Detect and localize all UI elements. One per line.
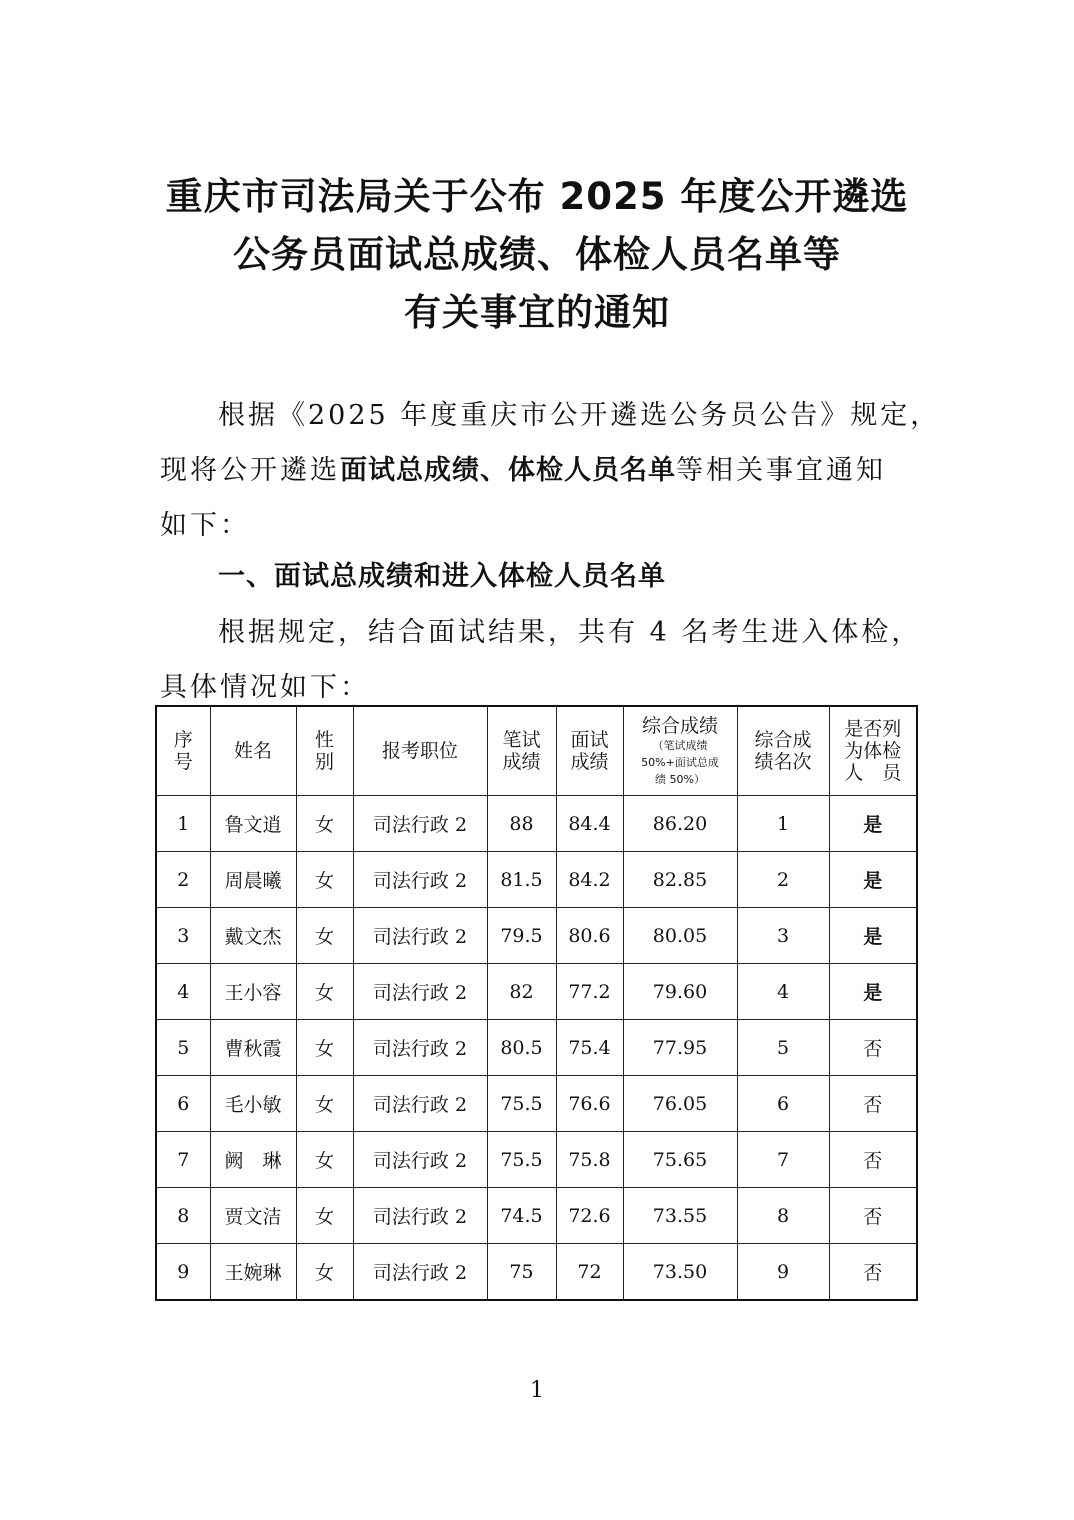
header-name: 姓名 (210, 706, 296, 796)
cell-index: 1 (156, 796, 210, 852)
header-position: 报考职位 (353, 706, 487, 796)
cell-interview: 72.6 (556, 1188, 623, 1244)
cell-physical: 是 (829, 852, 917, 908)
cell-rank: 6 (737, 1076, 829, 1132)
cell-physical: 是 (829, 908, 917, 964)
cell-gender: 女 (296, 1132, 353, 1188)
cell-rank: 3 (737, 908, 829, 964)
cell-interview: 75.8 (556, 1132, 623, 1188)
table-row (156, 852, 917, 908)
cell-gender: 女 (296, 964, 353, 1020)
cell-name: 贾文洁 (210, 1188, 296, 1244)
header-written-score: 笔试 成绩 (487, 706, 556, 796)
intro-line-2 (160, 443, 886, 498)
header-rank: 综合成 绩名次 (737, 706, 829, 796)
cell-index: 5 (156, 1020, 210, 1076)
cell-composite: 86.20 (623, 796, 737, 852)
intro-line-2-suffix: 等相关事宜通知 (676, 455, 886, 486)
table-row (156, 908, 917, 964)
cell-rank: 5 (737, 1020, 829, 1076)
cell-composite: 77.95 (623, 1020, 737, 1076)
cell-written: 81.5 (487, 852, 556, 908)
cell-position: 司法行政 2 (353, 1188, 487, 1244)
cell-interview: 75.4 (556, 1020, 623, 1076)
cell-gender: 女 (296, 1076, 353, 1132)
cell-physical: 否 (829, 1076, 917, 1132)
cell-gender: 女 (296, 1020, 353, 1076)
cell-written: 75.5 (487, 1076, 556, 1132)
table-row (156, 1188, 917, 1244)
intro-line-3: 如下： (160, 510, 250, 541)
cell-interview: 84.2 (556, 852, 623, 908)
cell-rank: 4 (737, 964, 829, 1020)
cell-position: 司法行政 2 (353, 1244, 487, 1301)
cell-position: 司法行政 2 (353, 852, 487, 908)
cell-physical: 是 (829, 796, 917, 852)
page-number: 1 (530, 1378, 544, 1403)
cell-name: 阙 琳 (210, 1132, 296, 1188)
cell-interview: 72 (556, 1244, 623, 1301)
title-line-1: 重庆市司法局关于公布 2025 年度公开遴选 (165, 175, 909, 218)
cell-position: 司法行政 2 (353, 908, 487, 964)
cell-name: 戴文杰 (210, 908, 296, 964)
cell-rank: 2 (737, 852, 829, 908)
cell-physical: 是 (829, 964, 917, 1020)
cell-name: 王婉琳 (210, 1244, 296, 1301)
cell-position: 司法行政 2 (353, 964, 487, 1020)
cell-gender: 女 (296, 796, 353, 852)
composite-note-3: 绩 50%） (655, 772, 705, 786)
intro-highlight: 面试总成绩、体检人员名单 (340, 455, 676, 486)
cell-written: 82 (487, 964, 556, 1020)
cell-written: 75.5 (487, 1132, 556, 1188)
cell-rank: 8 (737, 1188, 829, 1244)
cell-written: 88 (487, 796, 556, 852)
header-physical-exam: 是否列 为体检 人 员 (829, 706, 917, 796)
cell-gender: 女 (296, 908, 353, 964)
header-composite-score: 综合成绩 （笔试成绩 50%+面试总成 绩 50%） (623, 706, 737, 796)
cell-interview: 76.6 (556, 1076, 623, 1132)
cell-physical: 否 (829, 1132, 917, 1188)
cell-physical: 否 (829, 1020, 917, 1076)
cell-position: 司法行政 2 (353, 1020, 487, 1076)
cell-name: 毛小敏 (210, 1076, 296, 1132)
cell-composite: 73.55 (623, 1188, 737, 1244)
title-line-2: 公务员面试总成绩、体检人员名单等 (233, 233, 841, 276)
cell-rank: 9 (737, 1244, 829, 1301)
header-index: 序 号 (156, 706, 210, 796)
section-1-line-1: 根据规定，结合面试结果，共有 4 名考生进入体检， (218, 617, 922, 648)
intro-line-2-prefix: 现将公开遴选 (160, 455, 340, 486)
cell-position: 司法行政 2 (353, 796, 487, 852)
header-interview-score: 面试 成绩 (556, 706, 623, 796)
cell-index: 6 (156, 1076, 210, 1132)
table-row (156, 1244, 917, 1301)
table-row (156, 1132, 917, 1188)
cell-composite: 75.65 (623, 1132, 737, 1188)
table-header-row (156, 706, 917, 796)
cell-written: 79.5 (487, 908, 556, 964)
document-title (0, 168, 1074, 342)
cell-physical: 否 (829, 1244, 917, 1301)
cell-composite: 80.05 (623, 908, 737, 964)
cell-gender: 女 (296, 1188, 353, 1244)
table-row (156, 964, 917, 1020)
header-gender: 性 别 (296, 706, 353, 796)
cell-index: 8 (156, 1188, 210, 1244)
cell-interview: 80.6 (556, 908, 623, 964)
cell-index: 9 (156, 1244, 210, 1301)
cell-gender: 女 (296, 1244, 353, 1301)
cell-index: 7 (156, 1132, 210, 1188)
cell-composite: 82.85 (623, 852, 737, 908)
cell-name: 曹秋霞 (210, 1020, 296, 1076)
cell-interview: 84.4 (556, 796, 623, 852)
section-1-paragraph (160, 605, 920, 715)
cell-rank: 7 (737, 1132, 829, 1188)
composite-note-1: （笔试成绩 (652, 738, 708, 752)
cell-written: 80.5 (487, 1020, 556, 1076)
cell-composite: 79.60 (623, 964, 737, 1020)
cell-name: 周晨曦 (210, 852, 296, 908)
cell-rank: 1 (737, 796, 829, 852)
cell-index: 2 (156, 852, 210, 908)
cell-written: 74.5 (487, 1188, 556, 1244)
cell-composite: 76.05 (623, 1076, 737, 1132)
cell-physical: 否 (829, 1188, 917, 1244)
intro-line-1: 根据《2025 年度重庆市公开遴选公务员公告》规定， (218, 400, 941, 431)
cell-name: 王小容 (210, 964, 296, 1020)
cell-position: 司法行政 2 (353, 1132, 487, 1188)
section-1-heading: 一、面试总成绩和进入体检人员名单 (218, 561, 666, 592)
cell-index: 4 (156, 964, 210, 1020)
table-row (156, 796, 917, 852)
cell-name: 鲁文逍 (210, 796, 296, 852)
table-row (156, 1020, 917, 1076)
section-1-line-2: 具体情况如下： (160, 672, 370, 703)
intro-paragraph (160, 388, 941, 553)
table-row (156, 1076, 917, 1132)
cell-composite: 73.50 (623, 1244, 737, 1301)
composite-note-2: 50%+面试总成 (641, 755, 719, 769)
scores-table (155, 705, 918, 1301)
title-line-3: 有关事宜的通知 (404, 291, 670, 334)
cell-index: 3 (156, 908, 210, 964)
cell-position: 司法行政 2 (353, 1076, 487, 1132)
cell-interview: 77.2 (556, 964, 623, 1020)
cell-gender: 女 (296, 852, 353, 908)
cell-written: 75 (487, 1244, 556, 1301)
